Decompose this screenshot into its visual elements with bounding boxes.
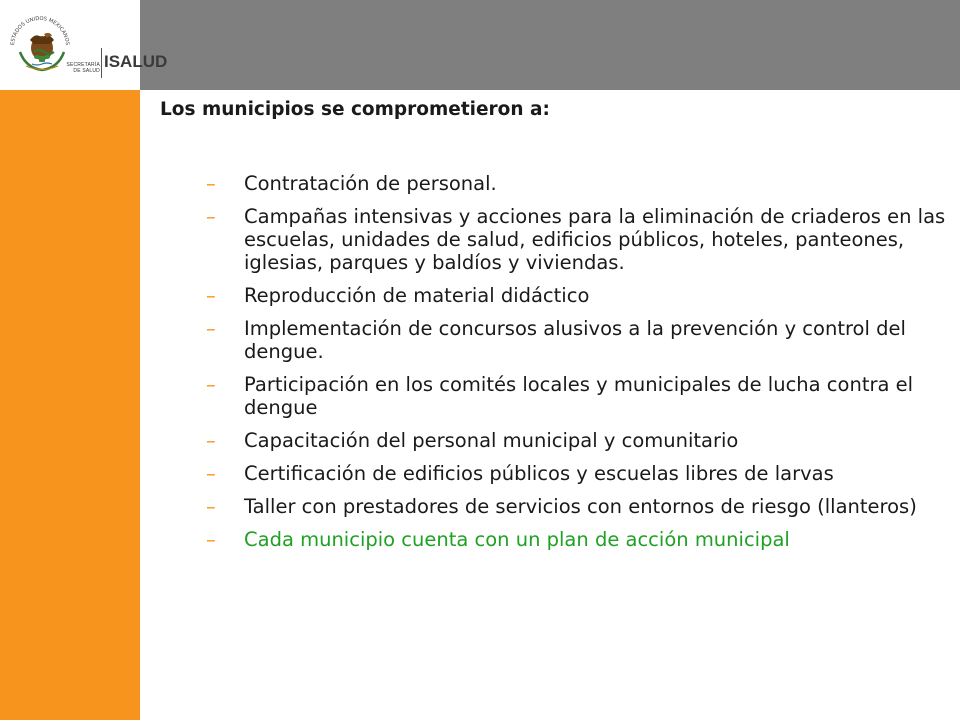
list-item (160, 495, 950, 518)
list-item-text: Cada municipio cuenta con un plan de acción municipal (244, 528, 790, 551)
list-item-text: Reproducción de material didáctico (244, 284, 590, 307)
bullet-dash: – (206, 373, 216, 396)
list-item (160, 373, 950, 419)
bullet-dash: – (206, 462, 216, 485)
list-item-text: Campañas intensivas y acciones para la eliminación de criaderos en las escuelas, unidades de salud, edificios públicos, hoteles, panteones, iglesias, parques y baldíos y viviendas. (244, 205, 946, 274)
bullet-dash: – (206, 528, 216, 551)
bullet-dash: – (206, 172, 216, 195)
agency-label: SECRETARÍA DE SALUD (66, 62, 100, 74)
slide-content (160, 96, 950, 561)
top-gray-banner (140, 0, 960, 90)
brand-logo-text: ISALUD (104, 52, 168, 71)
list-item (160, 205, 950, 274)
list-item-text: Taller con prestadores de servicios con entornos de riesgo (llanteros) (244, 495, 917, 518)
list-item (160, 172, 950, 195)
logo-divider (101, 48, 102, 78)
left-orange-band (0, 0, 140, 720)
list-item (160, 462, 950, 485)
list-item-text: Participación en los comités locales y municipales de lucha contra el dengue (244, 373, 914, 419)
list-item-text: Implementación de concursos alusivos a la prevención y control del dengue. (244, 317, 906, 363)
bullet-dash: – (206, 495, 216, 518)
commitment-list (160, 172, 950, 551)
logo-area (0, 0, 168, 90)
bullet-dash: – (206, 429, 216, 452)
list-item (160, 429, 950, 452)
list-item-text: Capacitación del personal municipal y comunitario (244, 429, 739, 452)
list-item-text: Certificación de edificios públicos y escuelas libres de larvas (244, 462, 834, 485)
bullet-dash: – (206, 317, 216, 340)
bullet-dash: – (206, 284, 216, 307)
list-item-text: Contratación de personal. (244, 172, 497, 195)
slide-heading: Los municipios se comprometieron a: (160, 99, 550, 120)
list-item-highlighted (160, 528, 950, 551)
list-item (160, 284, 950, 307)
bullet-dash: – (206, 205, 216, 228)
seal-text: ESTADOS UNIDOS MEXICANOS (9, 15, 71, 46)
list-item (160, 317, 950, 363)
